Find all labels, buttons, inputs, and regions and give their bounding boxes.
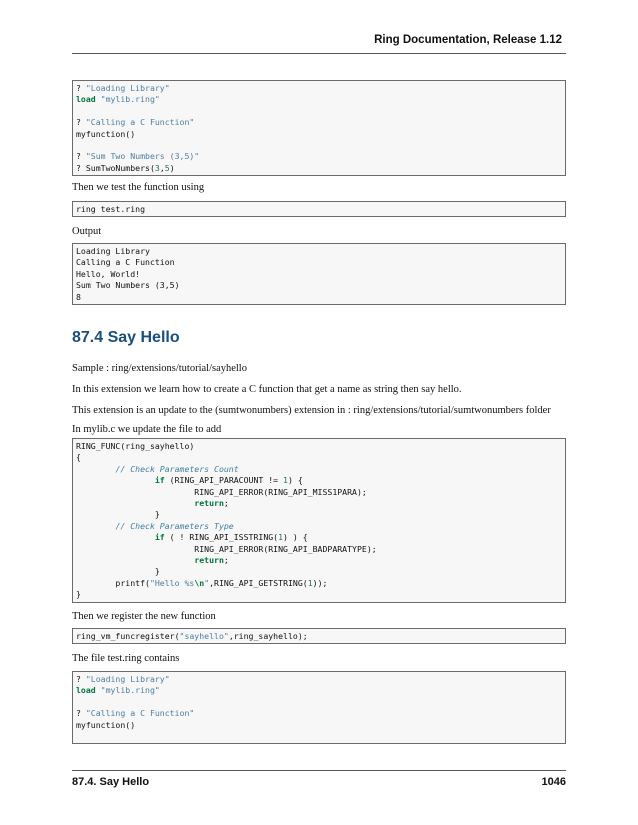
code-token: "Hello %s xyxy=(149,577,195,588)
code-token: if xyxy=(154,532,165,543)
code-token: ,RING_API_GETSTRING( xyxy=(209,577,308,588)
code-token: ( ! RING_API_ISSTRING( xyxy=(164,532,279,543)
code-token xyxy=(76,464,115,474)
code-token: Sum Two Numbers (3,5) xyxy=(76,280,180,291)
code-token xyxy=(76,532,155,542)
code-block-register xyxy=(72,628,566,644)
code-token: ) ) { xyxy=(283,532,308,543)
code-token: ? xyxy=(76,708,86,719)
code-token: Calling a C Function xyxy=(76,257,175,268)
code-token: 1 xyxy=(283,475,288,486)
code-token: ? xyxy=(76,674,86,684)
code-block-output xyxy=(72,243,566,305)
code-token: (RING_API_PARACOUNT != xyxy=(164,475,284,486)
code-token: "Loading Library" xyxy=(85,83,170,93)
paragraph-update: This extension is an update to the (sumtwonumbers) extension in : ring/extensions/tutorial/sumtwonumbers folder xyxy=(72,405,551,416)
code-token: "mylib.ring" xyxy=(100,685,160,696)
code-token: ,ring_sayhello); xyxy=(228,631,308,641)
code-line xyxy=(76,685,563,696)
code-token: } xyxy=(76,509,160,520)
code-line xyxy=(76,94,563,105)
code-token: Hello, World! xyxy=(76,268,141,279)
code-token: ) xyxy=(169,162,175,173)
code-line xyxy=(76,452,563,463)
code-line xyxy=(76,246,563,257)
code-token xyxy=(76,498,194,508)
code-token: ring test.ring xyxy=(76,204,146,214)
code-line xyxy=(76,280,563,291)
code-line xyxy=(76,441,563,452)
code-token: ; xyxy=(223,555,229,566)
code-token: 5 xyxy=(164,162,170,173)
code-line xyxy=(76,631,563,642)
code-line xyxy=(76,674,563,685)
code-token: ; xyxy=(223,498,229,509)
footer-rule xyxy=(72,770,566,771)
code-token: load xyxy=(76,94,96,105)
code-token: 1 xyxy=(278,532,284,543)
code-token: // Check Parameters Count xyxy=(115,463,239,474)
code-token: myfunction() xyxy=(76,128,136,139)
code-token: )); xyxy=(312,577,328,588)
paragraph-register: Then we register the new function xyxy=(72,611,216,622)
code-token: "Calling a C Function" xyxy=(85,117,195,128)
code-token: ? SumTwoNumbers( xyxy=(76,162,155,173)
code-token: myfunction() xyxy=(76,719,136,730)
paragraph-test-function: Then we test the function using xyxy=(72,182,205,193)
code-token: if xyxy=(154,475,165,486)
paragraph-test-ring-contains: The file test.ring contains xyxy=(72,653,180,664)
code-token: RING_FUNC(ring_sayhello) xyxy=(76,441,195,451)
code-token: \n xyxy=(194,577,205,588)
code-token: { xyxy=(76,452,81,463)
code-line xyxy=(76,532,563,543)
code-line xyxy=(76,720,563,731)
code-token: RING_API_ERROR(RING_API_BADPARATYPE); xyxy=(76,543,377,554)
code-line xyxy=(76,204,563,215)
code-line xyxy=(76,566,563,577)
code-line xyxy=(76,708,563,719)
running-header-title: Ring Documentation, Release 1.12 xyxy=(374,34,562,46)
paragraph-output: Output xyxy=(72,226,102,237)
code-line xyxy=(76,509,563,520)
code-token: } xyxy=(76,589,81,600)
code-token: "Calling a C Function" xyxy=(85,708,195,719)
code-token: printf( xyxy=(76,577,150,588)
code-token: Loading Library xyxy=(76,246,150,256)
page-number: 1046 xyxy=(541,776,566,788)
code-line xyxy=(76,731,563,742)
code-token xyxy=(76,475,155,485)
code-token: } xyxy=(76,566,160,577)
code-block-run-command xyxy=(72,201,566,217)
code-line xyxy=(76,464,563,475)
code-token: ? xyxy=(76,83,86,93)
code-line xyxy=(76,269,563,280)
code-line xyxy=(76,544,563,555)
code-token: return xyxy=(194,555,224,566)
code-token: , xyxy=(159,162,165,173)
code-token: "sayhello" xyxy=(179,631,229,641)
code-token: "Sum Two Numbers (3,5)" xyxy=(85,151,200,162)
code-line xyxy=(76,697,563,708)
code-token: return xyxy=(194,498,224,509)
code-line xyxy=(76,521,563,532)
code-line xyxy=(76,498,563,509)
code-token: ring_vm_funcregister( xyxy=(76,631,180,641)
code-token: " xyxy=(204,577,210,588)
code-block-test-ring-2 xyxy=(72,671,566,744)
code-line xyxy=(76,83,563,94)
code-token: 3 xyxy=(154,162,160,173)
code-line xyxy=(76,106,563,117)
code-token: ? xyxy=(76,151,86,162)
code-line xyxy=(76,555,563,566)
code-line xyxy=(76,578,563,589)
paragraph-mylib: In mylib.c we update the file to add xyxy=(72,424,222,435)
code-block-test-ring xyxy=(72,80,566,176)
code-line xyxy=(76,257,563,268)
code-line xyxy=(76,475,563,486)
code-token xyxy=(76,555,194,565)
header-rule xyxy=(72,53,566,54)
code-token: 8 xyxy=(76,291,81,302)
code-token: load xyxy=(76,685,96,696)
code-line xyxy=(76,163,563,174)
code-line xyxy=(76,129,563,140)
code-token: 1 xyxy=(307,577,313,588)
code-token: ) { xyxy=(287,475,303,486)
paragraph-sample-path: Sample : ring/extensions/tutorial/sayhello xyxy=(72,363,247,374)
footer-section: 87.4. Say Hello xyxy=(72,776,150,788)
code-token: RING_API_ERROR(RING_API_MISS1PARA); xyxy=(76,486,367,497)
paragraph-learn: In this extension we learn how to create a C function that get a name as string then say hello. xyxy=(72,384,462,395)
code-token: ? xyxy=(76,117,86,128)
code-line xyxy=(76,117,563,128)
code-token xyxy=(76,521,115,531)
code-token: "mylib.ring" xyxy=(100,94,160,105)
code-token: "Loading Library" xyxy=(85,674,170,684)
section-heading: 87.4 Say Hello xyxy=(72,329,180,346)
code-token: // Check Parameters Type xyxy=(115,520,234,531)
code-block-sayhello-function xyxy=(72,438,566,603)
code-line xyxy=(76,487,563,498)
code-line xyxy=(76,292,563,303)
code-line xyxy=(76,140,563,151)
code-line xyxy=(76,589,563,600)
code-line xyxy=(76,151,563,162)
